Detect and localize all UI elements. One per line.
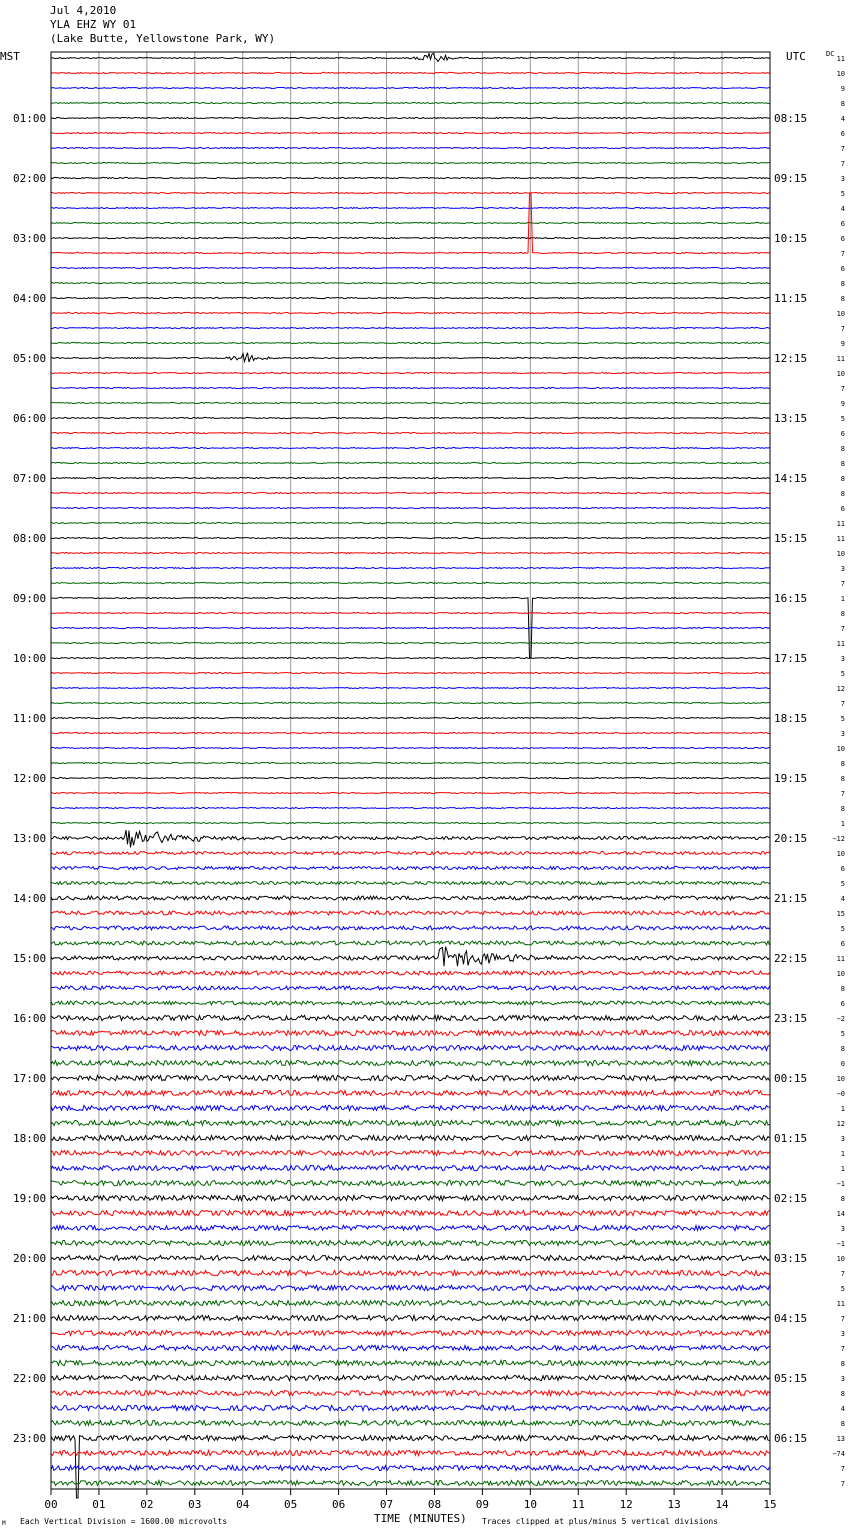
trace-row — [51, 207, 770, 208]
trace-row — [51, 342, 770, 343]
dc-offset-value: 11 — [836, 355, 845, 363]
x-axis-title: TIME (MINUTES) — [374, 1512, 467, 1525]
trace-row — [51, 1045, 770, 1050]
trace-row — [51, 1165, 770, 1170]
dc-offset-value: 9 — [840, 400, 845, 408]
trace-row — [51, 896, 770, 900]
trace-row — [51, 1135, 770, 1140]
dc-offset-value: 6 — [840, 430, 845, 438]
right-hour-label: 03:15 — [774, 1252, 808, 1265]
x-tick-label: 08 — [427, 1498, 442, 1511]
dc-offset-value: 5 — [840, 1285, 845, 1293]
trace-row — [51, 1075, 770, 1080]
dc-offset-value: 11 — [836, 955, 845, 963]
dc-offset-value: 7 — [840, 385, 845, 393]
trace-row — [51, 1030, 770, 1035]
dc-offset-value: 0 — [840, 1060, 845, 1068]
dc-offset-value: 6 — [840, 865, 845, 873]
dc-offset-value: 8 — [840, 1390, 845, 1398]
x-tick-label: 00 — [44, 1498, 58, 1511]
dc-offset-value: −12 — [832, 835, 845, 843]
dc-offset-value: 15 — [836, 910, 845, 918]
dc-offset-value: 4 — [840, 895, 845, 903]
right-hour-label: 10:15 — [774, 232, 808, 245]
trace-row — [51, 941, 770, 945]
dc-offset-value: 10 — [836, 70, 845, 78]
dc-offset-value: 11 — [836, 535, 845, 543]
trace-row — [51, 1255, 770, 1260]
right-hour-label: 12:15 — [774, 352, 808, 365]
dc-offset-value: 5 — [840, 1030, 845, 1038]
dc-offset-value: 6 — [840, 265, 845, 273]
dc-offset-value: 10 — [836, 550, 845, 558]
trace-row — [51, 1481, 770, 1486]
trace-row — [51, 866, 770, 869]
left-hour-label: 09:00 — [13, 592, 47, 605]
left-hour-label: 21:00 — [13, 1312, 47, 1325]
dc-offset-value: 11 — [836, 55, 845, 63]
dc-offset-value: 3 — [840, 175, 845, 183]
trace-row — [51, 1015, 770, 1020]
trace-row — [51, 417, 770, 418]
dc-offset-value: 10 — [836, 1075, 845, 1083]
trace-row — [51, 1315, 770, 1320]
trace-row — [51, 402, 770, 403]
right-hour-label: 18:15 — [774, 712, 808, 725]
station-code: YLA EHZ WY 01 — [50, 18, 137, 31]
dc-offset-value: 10 — [836, 850, 845, 858]
dc-offset-value: 5 — [840, 880, 845, 888]
dc-offset-value: 11 — [836, 520, 845, 528]
dc-offset-value: 8 — [840, 610, 845, 618]
trace-row — [51, 807, 770, 808]
dc-offset-value: 10 — [836, 1255, 845, 1263]
left-hour-label: 14:00 — [13, 892, 47, 905]
dc-offset-value: 8 — [840, 1420, 845, 1428]
x-tick-label: 04 — [236, 1498, 250, 1511]
dc-offset-value: 14 — [836, 1210, 845, 1218]
dc-offset-value: −1 — [836, 1240, 845, 1248]
x-tick-label: 05 — [284, 1498, 298, 1511]
dc-offset-value: 6 — [840, 1000, 845, 1008]
dc-offset-value: 1 — [840, 820, 845, 828]
dc-offset-value: 6 — [840, 940, 845, 948]
dc-offset-values — [832, 55, 845, 1488]
dc-offset-value: 3 — [840, 565, 845, 573]
dc-offset-value: 8 — [840, 445, 845, 453]
dc-offset-value: 1 — [840, 1150, 845, 1158]
trace-row — [51, 117, 770, 118]
dc-offset-value: 1 — [840, 1165, 845, 1173]
dc-offset-value: 5 — [840, 925, 845, 933]
trace-row — [51, 792, 770, 793]
trace-row — [51, 830, 770, 847]
dc-offset-value: −74 — [832, 1450, 845, 1458]
x-tick-label: 07 — [379, 1498, 394, 1511]
dc-label: DC — [826, 50, 835, 58]
left-hour-label: 11:00 — [13, 712, 47, 725]
trace-row — [51, 53, 770, 61]
right-hour-label: 05:15 — [774, 1372, 808, 1385]
left-hour-label: 01:00 — [13, 112, 47, 125]
trace-row — [51, 947, 770, 967]
trace-row — [51, 462, 770, 463]
dc-offset-value: 7 — [840, 1315, 845, 1323]
trace-row — [51, 582, 770, 583]
trace-row — [51, 1375, 770, 1380]
trace-row — [51, 612, 770, 613]
left-hour-label: 19:00 — [13, 1192, 47, 1205]
dc-offset-value: 8 — [840, 775, 845, 783]
x-axis — [44, 1489, 776, 1511]
trace-row — [51, 1345, 770, 1350]
dc-offset-value: 11 — [836, 640, 845, 648]
dc-offset-value: 8 — [840, 475, 845, 483]
trace-row — [51, 177, 770, 178]
right-hour-label: 09:15 — [774, 172, 808, 185]
trace-row — [51, 822, 770, 823]
right-hour-labels — [774, 112, 807, 1445]
clip-note: Traces clipped at plus/minus 5 vertical divisions — [482, 1517, 719, 1526]
trace-row — [51, 1210, 770, 1215]
left-hour-label: 23:00 — [13, 1432, 47, 1445]
trace-row — [51, 222, 770, 223]
trace-row — [51, 732, 770, 733]
right-hour-label: 11:15 — [774, 292, 808, 305]
left-hour-label: 02:00 — [13, 172, 47, 185]
x-tick-label: 14 — [715, 1498, 729, 1511]
dc-offset-value: 3 — [840, 1135, 845, 1143]
trace-row — [51, 1180, 770, 1185]
dc-offset-value: 6 — [840, 235, 845, 243]
dc-offset-value: 5 — [840, 415, 845, 423]
trace-row — [51, 627, 770, 628]
trace-row — [51, 777, 770, 778]
dc-offset-value: 6 — [840, 130, 845, 138]
trace-row — [51, 762, 770, 763]
right-hour-label: 17:15 — [774, 652, 808, 665]
x-tick-label: 09 — [475, 1498, 490, 1511]
x-tick-label: 11 — [571, 1498, 585, 1511]
trace-row — [51, 147, 770, 148]
station-location: (Lake Butte, Yellowstone Park, WY) — [50, 32, 276, 45]
dc-offset-value: 7 — [840, 1270, 845, 1278]
dc-offset-value: 7 — [840, 580, 845, 588]
trace-row — [51, 702, 770, 703]
left-hour-label: 18:00 — [13, 1132, 47, 1145]
trace-row — [51, 1285, 770, 1290]
trace-row — [51, 881, 770, 884]
dc-offset-value: −2 — [836, 1015, 845, 1023]
dc-offset-value: 7 — [840, 700, 845, 708]
trace-row — [51, 1270, 770, 1275]
trace-row — [51, 162, 770, 163]
x-tick-label: 15 — [763, 1498, 777, 1511]
x-tick-label: 03 — [188, 1498, 202, 1511]
dc-offset-value: 7 — [840, 1345, 845, 1353]
dc-offset-value: 8 — [840, 985, 845, 993]
trace-row — [51, 477, 770, 478]
right-hour-label: 21:15 — [774, 892, 808, 905]
left-hour-label: 13:00 — [13, 832, 47, 845]
dc-offset-value: 7 — [840, 250, 845, 258]
dc-offset-value: 8 — [840, 1045, 845, 1053]
trace-row — [51, 717, 770, 718]
trace-row — [51, 1060, 770, 1065]
trace-row — [51, 1225, 770, 1230]
trace-row — [51, 1195, 770, 1200]
trace-row — [51, 507, 770, 508]
trace-row — [51, 747, 770, 748]
dc-offset-value: 5 — [840, 715, 845, 723]
trace-row — [51, 327, 770, 328]
dc-offset-value: 8 — [840, 490, 845, 498]
trace-row — [51, 851, 770, 854]
left-hour-label: 17:00 — [13, 1072, 47, 1085]
right-hour-label: 19:15 — [774, 772, 808, 785]
trace-row — [51, 911, 770, 915]
trace-row — [51, 926, 770, 930]
trace-row — [51, 1330, 770, 1335]
left-zone-label: MST — [0, 50, 20, 63]
trace-row — [51, 552, 770, 553]
trace-row — [51, 687, 770, 688]
left-hour-label: 15:00 — [13, 952, 47, 965]
trace-row — [51, 971, 770, 975]
trace-row — [51, 387, 770, 388]
trace-row — [51, 1405, 770, 1410]
dc-offset-value: 4 — [840, 205, 845, 213]
right-hour-label: 14:15 — [774, 472, 808, 485]
corner-mark: M — [2, 1520, 6, 1527]
dc-offset-value: 10 — [836, 745, 845, 753]
left-hour-label: 03:00 — [13, 232, 47, 245]
dc-offset-value: 8 — [840, 760, 845, 768]
right-hour-label: 01:15 — [774, 1132, 808, 1145]
trace-row — [51, 1390, 770, 1395]
trace-row — [51, 672, 770, 673]
trace-row — [51, 132, 770, 133]
trace-row — [51, 297, 770, 298]
x-tick-label: 13 — [667, 1498, 681, 1511]
dc-offset-value: 3 — [840, 1375, 845, 1383]
x-tick-label: 01 — [92, 1498, 106, 1511]
right-hour-label: 23:15 — [774, 1012, 808, 1025]
dc-offset-value: 7 — [840, 325, 845, 333]
dc-offset-value: 10 — [836, 370, 845, 378]
dc-offset-value: 13 — [836, 1435, 845, 1443]
left-hour-label: 06:00 — [13, 412, 47, 425]
trace-row — [51, 102, 770, 103]
trace-row — [51, 237, 770, 238]
left-hour-label: 22:00 — [13, 1372, 47, 1385]
right-hour-label: 15:15 — [774, 532, 808, 545]
trace-row — [51, 192, 770, 193]
x-tick-label: 02 — [140, 1498, 154, 1511]
left-hour-labels — [13, 112, 46, 1445]
dc-offset-value: −1 — [836, 1180, 845, 1188]
dc-offset-value: 7 — [840, 160, 845, 168]
right-hour-label: 02:15 — [774, 1192, 808, 1205]
dc-offset-value: 8 — [840, 805, 845, 813]
dc-offset-value: 8 — [840, 460, 845, 468]
dc-offset-value: −0 — [836, 1090, 845, 1098]
dc-offset-value: 1 — [840, 595, 845, 603]
trace-row — [51, 312, 770, 313]
left-hour-label: 08:00 — [13, 532, 47, 545]
trace-row — [51, 642, 770, 643]
dc-offset-value: 9 — [840, 85, 845, 93]
dc-offset-value: 3 — [840, 655, 845, 663]
right-hour-label: 00:15 — [774, 1072, 808, 1085]
left-hour-label: 04:00 — [13, 292, 47, 305]
dc-offset-value: 7 — [840, 625, 845, 633]
scale-note: Each Vertical Division = 1600.00 microvolts — [20, 1517, 228, 1526]
dc-offset-value: 8 — [840, 295, 845, 303]
trace-row — [51, 447, 770, 448]
trace-row — [51, 1360, 770, 1365]
trace-row — [51, 72, 770, 73]
dc-offset-value: 8 — [840, 1195, 845, 1203]
trace-row — [51, 522, 770, 523]
left-hour-label: 16:00 — [13, 1012, 47, 1025]
dc-offset-value: 6 — [840, 505, 845, 513]
dc-offset-value: 7 — [840, 790, 845, 798]
dc-offset-value: 7 — [840, 1465, 845, 1473]
trace-row — [51, 372, 770, 373]
dc-offset-value: 8 — [840, 280, 845, 288]
dc-offset-value: 11 — [836, 1300, 845, 1308]
dc-offset-value: 4 — [840, 1405, 845, 1413]
trace-row — [51, 492, 770, 493]
left-hour-label: 12:00 — [13, 772, 47, 785]
dc-offset-value: 3 — [840, 1225, 845, 1233]
dc-offset-value: 10 — [836, 970, 845, 978]
right-zone-label: UTC — [786, 50, 806, 63]
recording-date: Jul 4,2010 — [50, 4, 117, 17]
trace-row — [51, 1090, 770, 1095]
dc-offset-value: 12 — [836, 1120, 845, 1128]
dc-offset-value: 9 — [840, 340, 845, 348]
trace-row — [51, 567, 770, 568]
trace-row — [51, 1105, 770, 1110]
trace-row — [51, 1001, 770, 1005]
trace-row — [51, 657, 770, 658]
dc-offset-value: 5 — [840, 190, 845, 198]
trace-row — [51, 1465, 770, 1470]
trace-row — [51, 986, 770, 990]
trace-row — [51, 1151, 770, 1156]
seismic-traces — [51, 53, 770, 1498]
trace-row — [51, 267, 770, 268]
dc-offset-value: 7 — [840, 1480, 845, 1488]
left-hour-label: 10:00 — [13, 652, 47, 665]
left-hour-label: 07:00 — [13, 472, 47, 485]
trace-row — [51, 87, 770, 88]
left-hour-label: 20:00 — [13, 1252, 47, 1265]
trace-row — [51, 537, 770, 538]
right-hour-label: 16:15 — [774, 592, 808, 605]
x-tick-label: 12 — [619, 1498, 633, 1511]
dc-offset-value: 6 — [840, 220, 845, 228]
right-hour-label: 20:15 — [774, 832, 808, 845]
trace-row — [51, 1300, 770, 1305]
dc-offset-value: 3 — [840, 730, 845, 738]
dc-offset-value: 3 — [840, 1330, 845, 1338]
right-hour-label: 08:15 — [774, 112, 808, 125]
dc-offset-value: 12 — [836, 685, 845, 693]
dc-offset-value: 7 — [840, 145, 845, 153]
trace-row — [51, 1120, 770, 1125]
dc-offset-value: 8 — [840, 1360, 845, 1368]
right-hour-label: 04:15 — [774, 1312, 808, 1325]
left-hour-label: 05:00 — [13, 352, 47, 365]
trace-row — [51, 432, 770, 433]
dc-offset-value: 10 — [836, 310, 845, 318]
x-tick-label: 10 — [523, 1498, 537, 1511]
trace-row — [51, 1240, 770, 1245]
dc-offset-value: 8 — [840, 100, 845, 108]
trace-row — [51, 1420, 770, 1425]
right-hour-label: 22:15 — [774, 952, 808, 965]
right-hour-label: 13:15 — [774, 412, 808, 425]
trace-row — [51, 282, 770, 283]
trace-row — [51, 353, 770, 362]
dc-offset-value: 4 — [840, 115, 845, 123]
x-tick-label: 06 — [331, 1498, 346, 1511]
dc-offset-value: 1 — [840, 1105, 845, 1113]
dc-offset-value: 5 — [840, 670, 845, 678]
trace-row — [51, 1450, 770, 1455]
right-hour-label: 06:15 — [774, 1432, 808, 1445]
